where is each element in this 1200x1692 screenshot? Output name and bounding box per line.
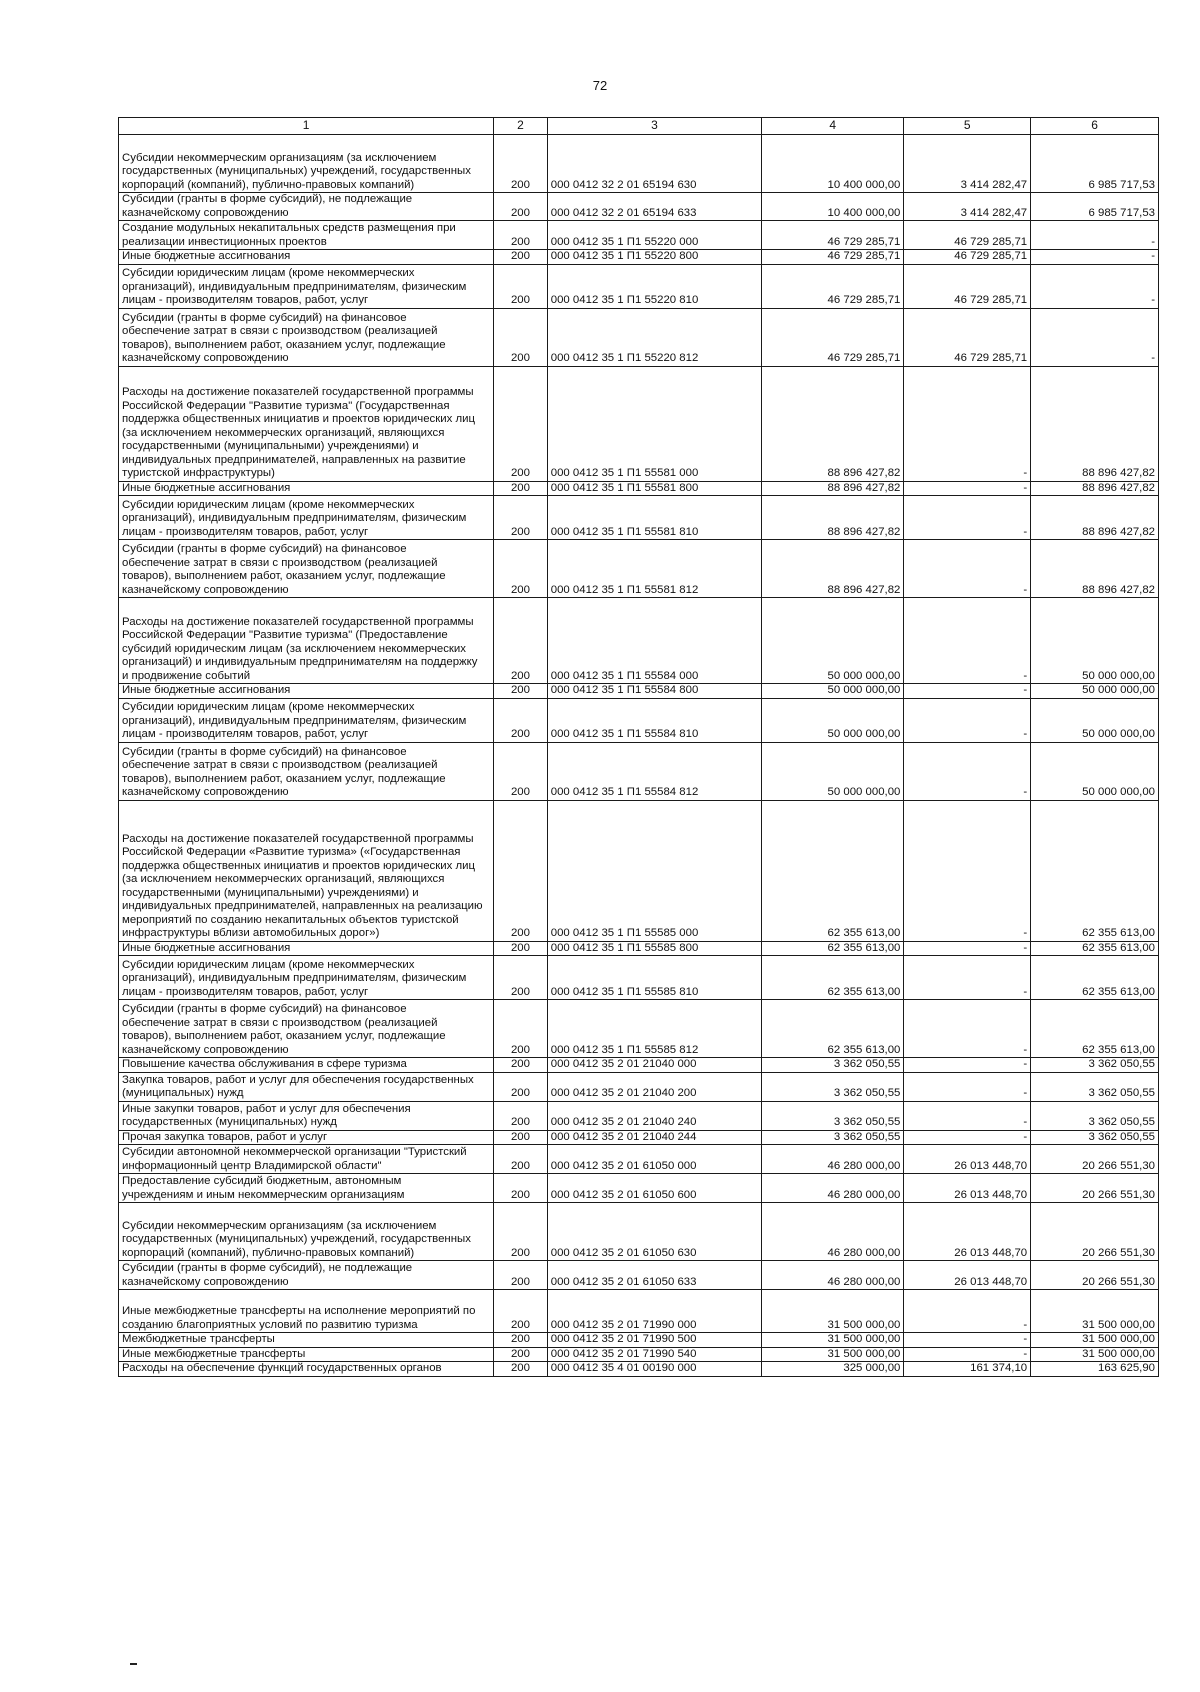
row-approved: 3 362 050,55	[762, 1072, 904, 1101]
row-executed: -	[904, 598, 1031, 684]
row-name-text: Иные бюджетные ассигнования	[122, 481, 291, 494]
table-row	[119, 135, 1159, 193]
row-name	[119, 1261, 494, 1290]
row-unexecuted: 88 896 427,82	[1031, 540, 1159, 598]
row-executed: 46 729 285,71	[904, 250, 1031, 265]
row-name	[119, 135, 494, 193]
row-name-text: Субсидии юридическим лицам (кроме некоммерческих организаций), индивидуальным предпринимателям, физическим лицам - производителям товаров, работ, услуг	[122, 958, 467, 998]
row-budget-code: 000 0412 35 1 П1 55581 800	[547, 481, 761, 496]
row-admin-code: 200	[494, 481, 548, 496]
row-name-text: Иные бюджетные ассигнования	[122, 941, 291, 954]
row-unexecuted: -	[1031, 221, 1159, 250]
row-budget-code: 000 0412 35 1 П1 55585 812	[547, 1000, 761, 1058]
row-executed: -	[904, 481, 1031, 496]
table-row	[119, 956, 1159, 1000]
row-admin-code: 200	[494, 135, 548, 193]
row-name	[119, 366, 494, 481]
row-unexecuted: 6 985 717,53	[1031, 135, 1159, 193]
row-name	[119, 496, 494, 540]
row-name	[119, 941, 494, 956]
table-row	[119, 800, 1159, 941]
row-name-text: Субсидии автономной некоммерческой организации "Туристский информационный центр Владимирской области"	[122, 1146, 467, 1172]
row-budget-code: 000 0412 35 1 П1 55220 812	[547, 308, 761, 366]
row-approved: 50 000 000,00	[762, 742, 904, 800]
table-row	[119, 366, 1159, 481]
row-budget-code: 000 0412 35 1 П1 55585 810	[547, 956, 761, 1000]
table-row	[119, 1000, 1159, 1058]
row-name-text: Субсидии (гранты в форме субсидий) на финансовое обеспечение затрат в связи с производством (реализацией товаров), выполнением работ, оказанием услуг, подлежащие казначейскому сопровождению	[122, 543, 446, 596]
row-unexecuted: 20 266 551,30	[1031, 1145, 1159, 1174]
row-executed: 46 729 285,71	[904, 264, 1031, 308]
row-budget-code: 000 0412 35 2 01 71990 000	[547, 1290, 761, 1333]
row-name	[119, 956, 494, 1000]
col-header-1: 1	[119, 118, 494, 135]
row-admin-code: 200	[494, 540, 548, 598]
row-approved: 325 000,00	[762, 1362, 904, 1377]
row-name	[119, 1347, 494, 1362]
row-approved: 3 362 050,55	[762, 1130, 904, 1145]
row-budget-code: 000 0412 32 2 01 65194 630	[547, 135, 761, 193]
col-header-3: 3	[547, 118, 761, 135]
table-row	[119, 496, 1159, 540]
row-name	[119, 1072, 494, 1101]
row-executed: 46 729 285,71	[904, 221, 1031, 250]
row-unexecuted: 3 362 050,55	[1031, 1058, 1159, 1073]
row-executed: -	[904, 684, 1031, 699]
row-name	[119, 221, 494, 250]
table-row	[119, 250, 1159, 265]
row-budget-code: 000 0412 32 2 01 65194 633	[547, 193, 761, 221]
row-name	[119, 1130, 494, 1145]
row-name	[119, 250, 494, 265]
row-budget-code: 000 0412 35 1 П1 55584 812	[547, 742, 761, 800]
row-name-text: Субсидии юридическим лицам (кроме некоммерческих организаций), индивидуальным предпринимателям, физическим лицам - производителям товаров, работ, услуг	[122, 701, 467, 740]
row-approved: 88 896 427,82	[762, 481, 904, 496]
row-executed: -	[904, 742, 1031, 800]
table-row	[119, 1174, 1159, 1203]
row-unexecuted: 20 266 551,30	[1031, 1261, 1159, 1290]
col-header-5: 5	[904, 118, 1031, 135]
row-approved: 46 280 000,00	[762, 1145, 904, 1174]
row-admin-code: 200	[494, 800, 548, 941]
row-name-text: Субсидии (гранты в форме субсидий) на финансовое обеспечение затрат в связи с производством (реализацией товаров), выполнением работ, оказанием услуг, подлежащие казначейскому сопровождению	[122, 745, 446, 798]
row-approved: 46 280 000,00	[762, 1203, 904, 1261]
row-executed: -	[904, 941, 1031, 956]
row-executed: 26 013 448,70	[904, 1203, 1031, 1261]
row-unexecuted: 62 355 613,00	[1031, 800, 1159, 941]
row-admin-code: 200	[494, 1072, 548, 1101]
row-name-text: Субсидии (гранты в форме субсидий) на финансовое обеспечение затрат в связи с производством (реализацией товаров), выполнением работ, оказанием услуг, подлежащие казначейскому сопровождению	[122, 1003, 446, 1056]
row-unexecuted: 3 362 050,55	[1031, 1101, 1159, 1130]
col-header-6: 6	[1031, 118, 1159, 135]
row-budget-code: 000 0412 35 2 01 61050 630	[547, 1203, 761, 1261]
row-budget-code: 000 0412 35 2 01 21040 200	[547, 1072, 761, 1101]
row-budget-code: 000 0412 35 2 01 61050 000	[547, 1145, 761, 1174]
table-row	[119, 221, 1159, 250]
row-unexecuted: 88 896 427,82	[1031, 366, 1159, 481]
row-unexecuted: 20 266 551,30	[1031, 1174, 1159, 1203]
row-budget-code: 000 0412 35 4 01 00190 000	[547, 1362, 761, 1377]
row-unexecuted: 62 355 613,00	[1031, 1000, 1159, 1058]
table-row	[119, 1101, 1159, 1130]
row-budget-code: 000 0412 35 1 П1 55584 000	[547, 598, 761, 684]
row-unexecuted: 3 362 050,55	[1031, 1130, 1159, 1145]
row-approved: 46 729 285,71	[762, 264, 904, 308]
row-name-text: Субсидии некоммерческим организациям (за исключением государственных (муниципальных) учреждений, государственных корпораций (компаний), публично-правовых компаний)	[122, 1219, 471, 1259]
row-approved: 50 000 000,00	[762, 698, 904, 742]
row-admin-code: 200	[494, 221, 548, 250]
row-admin-code: 200	[494, 698, 548, 742]
table-row	[119, 264, 1159, 308]
table-row	[119, 1290, 1159, 1333]
row-admin-code: 200	[494, 941, 548, 956]
row-unexecuted: 3 362 050,55	[1031, 1072, 1159, 1101]
row-name-text: Повышение качества обслуживания в сфере туризма	[122, 1058, 407, 1070]
row-approved: 10 400 000,00	[762, 193, 904, 221]
row-admin-code: 200	[494, 1203, 548, 1261]
row-admin-code: 200	[494, 496, 548, 540]
table-row	[119, 698, 1159, 742]
row-unexecuted: 50 000 000,00	[1031, 698, 1159, 742]
row-unexecuted: 31 500 000,00	[1031, 1347, 1159, 1362]
table-row	[119, 1347, 1159, 1362]
row-admin-code: 200	[494, 598, 548, 684]
row-admin-code: 200	[494, 956, 548, 1000]
table-body	[119, 135, 1159, 1377]
row-unexecuted: -	[1031, 250, 1159, 265]
row-budget-code: 000 0412 35 1 П1 55581 000	[547, 366, 761, 481]
row-approved: 88 896 427,82	[762, 540, 904, 598]
row-name-text: Субсидии некоммерческим организациям (за исключением государственных (муниципальных) учреждений, государственных корпораций (компаний), публично-правовых компаний)	[122, 151, 471, 191]
table-row	[119, 1130, 1159, 1145]
row-approved: 31 500 000,00	[762, 1347, 904, 1362]
row-unexecuted: 50 000 000,00	[1031, 742, 1159, 800]
row-executed: -	[904, 540, 1031, 598]
row-approved: 62 355 613,00	[762, 800, 904, 941]
row-budget-code: 000 0412 35 1 П1 55584 810	[547, 698, 761, 742]
row-unexecuted: 163 625,90	[1031, 1362, 1159, 1377]
row-executed: -	[904, 1290, 1031, 1333]
budget-sheet	[118, 117, 1159, 1377]
row-executed: -	[904, 800, 1031, 941]
row-budget-code: 000 0412 35 2 01 21040 244	[547, 1130, 761, 1145]
row-admin-code: 200	[494, 1333, 548, 1348]
row-name-text: Иные бюджетные ассигнования	[122, 250, 291, 262]
row-unexecuted: 31 500 000,00	[1031, 1290, 1159, 1333]
row-name	[119, 1290, 494, 1333]
row-budget-code: 000 0412 35 1 П1 55581 810	[547, 496, 761, 540]
row-name	[119, 598, 494, 684]
row-approved: 88 896 427,82	[762, 496, 904, 540]
row-budget-code: 000 0412 35 1 П1 55220 810	[547, 264, 761, 308]
row-budget-code: 000 0412 35 2 01 71990 500	[547, 1333, 761, 1348]
row-unexecuted: 88 896 427,82	[1031, 481, 1159, 496]
col-header-2: 2	[494, 118, 548, 135]
row-admin-code: 200	[494, 193, 548, 221]
row-name-text: Субсидии (гранты в форме субсидий), не подлежащие казначейскому сопровождению	[122, 193, 413, 219]
row-unexecuted: 50 000 000,00	[1031, 598, 1159, 684]
row-admin-code: 200	[494, 308, 548, 366]
row-name	[119, 698, 494, 742]
row-name	[119, 1174, 494, 1203]
row-name	[119, 684, 494, 699]
row-budget-code: 000 0412 35 2 01 21040 000	[547, 1058, 761, 1073]
row-admin-code: 200	[494, 250, 548, 265]
table-row	[119, 481, 1159, 496]
row-executed: -	[904, 1130, 1031, 1145]
row-name	[119, 264, 494, 308]
row-name-text: Иные межбюджетные трансферты на исполнение мероприятий по созданию благоприятных условий по развитию туризма	[122, 1305, 476, 1331]
row-admin-code: 200	[494, 264, 548, 308]
row-approved: 31 500 000,00	[762, 1333, 904, 1348]
row-name	[119, 800, 494, 941]
row-name-text: Иные закупки товаров, работ и услуг для обеспечения государственных (муниципальных) нужд	[122, 1102, 411, 1128]
table-row	[119, 1058, 1159, 1073]
row-name-text: Закупка товаров, работ и услуг для обеспечения государственных (муниципальных) нужд	[122, 1073, 474, 1099]
row-unexecuted: 6 985 717,53	[1031, 193, 1159, 221]
row-name	[119, 1145, 494, 1174]
table-row	[119, 308, 1159, 366]
row-approved: 46 280 000,00	[762, 1261, 904, 1290]
row-budget-code: 000 0412 35 2 01 71990 540	[547, 1347, 761, 1362]
row-executed: 46 729 285,71	[904, 308, 1031, 366]
row-unexecuted: 20 266 551,30	[1031, 1203, 1159, 1261]
row-admin-code: 200	[494, 1145, 548, 1174]
row-executed: 3 414 282,47	[904, 135, 1031, 193]
row-budget-code: 000 0412 35 1 П1 55584 800	[547, 684, 761, 699]
row-name	[119, 1362, 494, 1377]
row-name-text: Иные бюджетные ассигнования	[122, 684, 291, 696]
row-executed: -	[904, 496, 1031, 540]
row-unexecuted: 31 500 000,00	[1031, 1333, 1159, 1348]
row-approved: 62 355 613,00	[762, 1000, 904, 1058]
row-approved: 46 729 285,71	[762, 221, 904, 250]
table-row	[119, 598, 1159, 684]
row-budget-code: 000 0412 35 2 01 21040 240	[547, 1101, 761, 1130]
row-name-text: Иные межбюджетные трансферты	[122, 1347, 306, 1360]
row-approved: 46 280 000,00	[762, 1174, 904, 1203]
row-admin-code: 200	[494, 366, 548, 481]
row-executed: -	[904, 698, 1031, 742]
row-executed: -	[904, 1333, 1031, 1348]
row-name-text: Межбюджетные трансферты	[122, 1333, 275, 1345]
table-row	[119, 941, 1159, 956]
row-approved: 46 729 285,71	[762, 250, 904, 265]
table-row	[119, 1261, 1159, 1290]
row-admin-code: 200	[494, 1101, 548, 1130]
table-row	[119, 1362, 1159, 1377]
row-admin-code: 200	[494, 1347, 548, 1362]
row-executed: -	[904, 1347, 1031, 1362]
row-name	[119, 1101, 494, 1130]
stray-mark	[130, 1663, 137, 1665]
row-name-text: Субсидии (гранты в форме субсидий) на финансовое обеспечение затрат в связи с производством (реализацией товаров), выполнением работ, оказанием услуг, подлежащие казначейскому сопровождению	[122, 311, 446, 364]
row-name-text: Расходы на обеспечение функций государственных органов	[122, 1362, 442, 1374]
table-row	[119, 1072, 1159, 1101]
row-budget-code: 000 0412 35 2 01 61050 633	[547, 1261, 761, 1290]
row-name-text: Создание модульных некапитальных средств размещения при реализации инвестиционных проектов	[122, 222, 456, 248]
row-name-text: Субсидии юридическим лицам (кроме некоммерческих организаций), индивидуальным предпринимателям, физическим лицам - производителям товаров, работ, услуг	[122, 498, 467, 538]
row-executed: 26 013 448,70	[904, 1261, 1031, 1290]
row-admin-code: 200	[494, 742, 548, 800]
row-executed: -	[904, 1072, 1031, 1101]
row-admin-code: 200	[494, 684, 548, 699]
row-approved: 46 729 285,71	[762, 308, 904, 366]
row-approved: 31 500 000,00	[762, 1290, 904, 1333]
row-name	[119, 742, 494, 800]
row-name	[119, 1203, 494, 1261]
row-admin-code: 200	[494, 1174, 548, 1203]
row-approved: 10 400 000,00	[762, 135, 904, 193]
row-admin-code: 200	[494, 1000, 548, 1058]
budget-table	[118, 117, 1159, 1377]
row-name-text: Предоставление субсидий бюджетным, автономным учреждениям и иным некоммерческим организациям	[122, 1175, 405, 1201]
row-executed: -	[904, 956, 1031, 1000]
row-name-text: Расходы на достижение показателей государственной программы Российской Федерации "Развитие туризма" (Предоставление субсидий юридическим лицам (за исключением некоммерческих организаций) и индивидуальным предпринимателям на поддержку и продвижение событий	[122, 615, 478, 682]
row-name	[119, 1333, 494, 1348]
table-row	[119, 1333, 1159, 1348]
table-row	[119, 742, 1159, 800]
row-name	[119, 481, 494, 496]
row-name-text: Расходы на достижение показателей государственной программы Российской Федерации «Развитие туризма» («Государственная поддержка общественных инициатив и проектов юридических лиц (за исключением некоммерческих организаций, являющихся государственными (муниципальными) учреждениями) и индивидуальных предпринимателей, направленных на реализацию мероприятий по созданию некапитальных объектов туристской инфраструктуры вблизи автомобильных дорог»)	[122, 832, 483, 939]
row-unexecuted: 62 355 613,00	[1031, 956, 1159, 1000]
row-admin-code: 200	[494, 1130, 548, 1145]
row-approved: 50 000 000,00	[762, 598, 904, 684]
row-budget-code: 000 0412 35 1 П1 55581 812	[547, 540, 761, 598]
row-budget-code: 000 0412 35 1 П1 55220 800	[547, 250, 761, 265]
row-executed: 3 414 282,47	[904, 193, 1031, 221]
row-executed: -	[904, 1000, 1031, 1058]
row-name	[119, 1000, 494, 1058]
row-name-text: Субсидии (гранты в форме субсидий), не подлежащие казначейскому сопровождению	[122, 1262, 413, 1288]
page-number: 72	[592, 78, 608, 93]
row-budget-code: 000 0412 35 1 П1 55585 000	[547, 800, 761, 941]
table-row	[119, 1203, 1159, 1261]
row-unexecuted: -	[1031, 264, 1159, 308]
row-unexecuted: 50 000 000,00	[1031, 684, 1159, 699]
table-row	[119, 684, 1159, 699]
row-name	[119, 540, 494, 598]
row-budget-code: 000 0412 35 1 П1 55220 000	[547, 221, 761, 250]
row-unexecuted: 88 896 427,82	[1031, 496, 1159, 540]
row-admin-code: 200	[494, 1058, 548, 1073]
row-budget-code: 000 0412 35 1 П1 55585 800	[547, 941, 761, 956]
row-name	[119, 1058, 494, 1073]
header-row	[119, 118, 1159, 135]
row-executed: 26 013 448,70	[904, 1145, 1031, 1174]
row-unexecuted: 62 355 613,00	[1031, 941, 1159, 956]
row-executed: 161 374,10	[904, 1362, 1031, 1377]
row-approved: 3 362 050,55	[762, 1101, 904, 1130]
row-budget-code: 000 0412 35 2 01 61050 600	[547, 1174, 761, 1203]
row-name-text: Расходы на достижение показателей государственной программы Российской Федерации "Развитие туризма" (Государственная поддержка общественных инициатив и проектов юридических лиц (за исключением некоммерческих организаций, являющихся государственными (муниципальными) учреждениями) и индивидуальных предпринимателей, направленных на развитие туристской инфраструктуры)	[122, 386, 475, 479]
row-approved: 3 362 050,55	[762, 1058, 904, 1073]
row-approved: 50 000 000,00	[762, 684, 904, 699]
row-approved: 62 355 613,00	[762, 941, 904, 956]
table-row	[119, 540, 1159, 598]
row-executed: -	[904, 1101, 1031, 1130]
row-admin-code: 200	[494, 1362, 548, 1377]
table-row	[119, 193, 1159, 221]
row-unexecuted: -	[1031, 308, 1159, 366]
row-executed: -	[904, 1058, 1031, 1073]
row-name-text: Прочая закупка товаров, работ и услуг	[122, 1130, 328, 1143]
row-name	[119, 308, 494, 366]
row-name	[119, 193, 494, 221]
row-approved: 88 896 427,82	[762, 366, 904, 481]
table-row	[119, 1145, 1159, 1174]
row-admin-code: 200	[494, 1261, 548, 1290]
row-name-text: Субсидии юридическим лицам (кроме некоммерческих организаций), индивидуальным предпринимателям, физическим лицам - производителям товаров, работ, услуг	[122, 267, 467, 306]
row-admin-code: 200	[494, 1290, 548, 1333]
row-executed: 26 013 448,70	[904, 1174, 1031, 1203]
row-approved: 62 355 613,00	[762, 956, 904, 1000]
row-executed: -	[904, 366, 1031, 481]
col-header-4: 4	[762, 118, 904, 135]
